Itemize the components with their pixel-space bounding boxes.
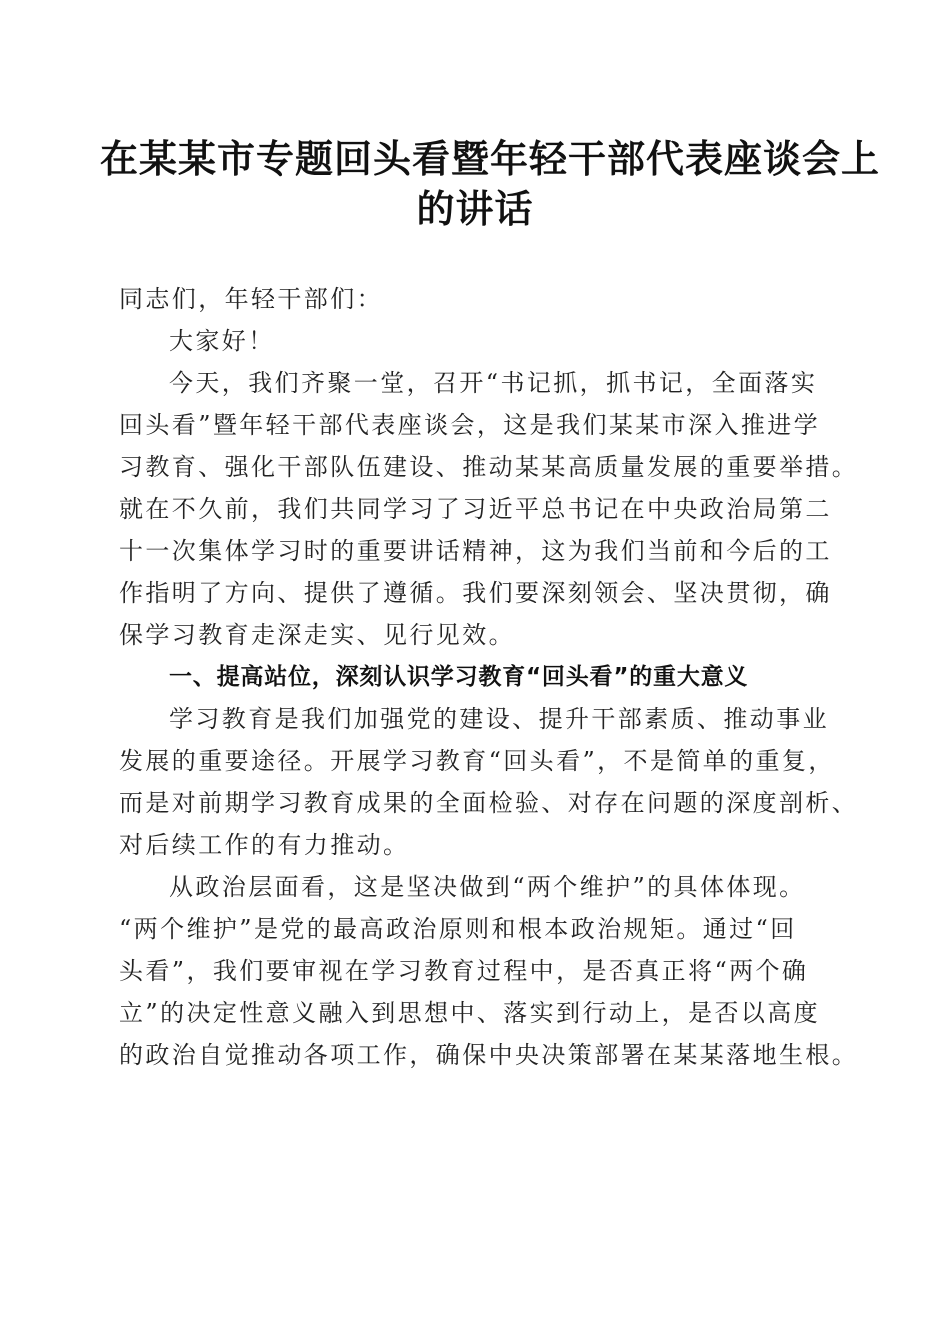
document-body <box>119 278 859 1076</box>
section-heading-line: 一、提高站位，深刻认识学习教育“回头看”的重大意义 <box>169 664 749 690</box>
title-line: 的讲话 <box>416 186 534 231</box>
salutation <box>119 278 841 320</box>
paragraph-line: 学习教育是我们加强党的建设、提升干部素质、推动事业 <box>169 705 829 733</box>
paragraph-line: 对后续工作的有力推动。 <box>119 831 410 859</box>
paragraph-line: 十一次集体学习时的重要讲话精神，这为我们当前和今后的工 <box>119 537 832 565</box>
paragraph-line: 作指明了方向、提供了遵循。我们要深刻领会、坚决贯彻，确 <box>119 579 832 607</box>
paragraph-line: 发展的重要途径。开展学习教育“回头看”，不是简单的重复， <box>119 747 835 775</box>
paragraph-line: 回头看”暨年轻干部代表座谈会，这是我们某某市深入推进学 <box>119 411 821 439</box>
section-heading <box>119 656 841 698</box>
paragraph-line: “两个维护”是党的最高政治原则和根本政治规矩。通过“回 <box>119 915 797 943</box>
paragraph-line: 而是对前期学习教育成果的全面检验、对存在问题的深度剖析、 <box>119 789 859 817</box>
greeting <box>119 320 841 362</box>
paragraph-line: 的政治自觉推动各项工作，确保中央决策部署在某某落地生根。 <box>119 1041 859 1069</box>
paragraph-line: 就在不久前，我们共同学习了习近平总书记在中央政治局第二 <box>119 495 832 523</box>
paragraph-line: 立”的决定性意义融入到思想中、落实到行动上，是否以高度 <box>119 999 821 1027</box>
paragraph-line: 今天，我们齐聚一堂，召开“书记抓，抓书记，全面落实 <box>169 369 818 397</box>
paragraph-line: 习教育、强化干部队伍建设、推动某某高质量发展的重要举措。 <box>119 453 859 481</box>
paragraph-significance <box>119 698 859 866</box>
salutation-line: 同志们，年轻干部们： <box>119 285 383 313</box>
document-title <box>100 134 881 234</box>
greeting-line: 大家好！ <box>169 327 275 355</box>
paragraph-opening <box>119 362 859 656</box>
title-line: 在某某市专题回头看暨年轻干部代表座谈会上 <box>100 136 881 181</box>
paragraph-political <box>119 866 859 1076</box>
paragraph-line: 保学习教育走深走实、见行见效。 <box>119 621 515 649</box>
paragraph-line: 头看”，我们要审视在学习教育过程中，是否真正将“两个确 <box>119 957 809 985</box>
paragraph-line: 从政治层面看，这是坚决做到“两个维护”的具体体现。 <box>169 873 806 901</box>
